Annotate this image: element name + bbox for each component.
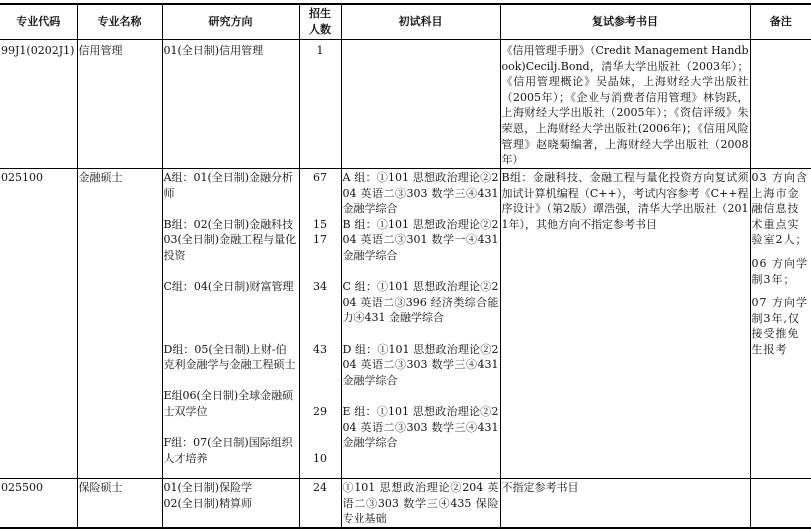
- direction-01: 01(全日制)保险学: [163, 481, 253, 494]
- header-enrollment-line1: 招生: [309, 7, 331, 20]
- header-name: 专业名称: [77, 4, 162, 40]
- major-name: 金融硕士: [77, 169, 162, 479]
- retest-books: B组：金融科技、金融工程与量化投资方向复试须加试计算机编程（C++），考试内容参考《C++程序设计》（第2版）谭浩强，清华大学出版社（2011年），其他方向不指定参考书目: [500, 169, 750, 479]
- header-enrollment: [299, 4, 341, 40]
- direction-c: C组：04(全日制)财富管理: [163, 280, 294, 294]
- enrollment-count: 1: [299, 40, 341, 169]
- exam-a: A 组：①101 思想政治理论②204 英语二③303 数学三④431金融学综合: [342, 171, 499, 216]
- note-07: 07 方向学制3年,仅接受推免生报考: [751, 296, 808, 356]
- notes: [750, 169, 811, 479]
- note-06: 06 方向学制3年；: [751, 256, 808, 286]
- header-notes: 备注: [750, 4, 811, 40]
- exam-d: D 组：①101 思想政治理论②204 英语二③303 数学三④431金融学综合: [342, 342, 499, 387]
- header-direction: 研究方向: [162, 4, 299, 40]
- major-code: 025500: [0, 479, 77, 528]
- direction-b-02: B组：02(全日制)金融科技: [163, 217, 294, 231]
- major-name: 信用管理: [77, 40, 162, 169]
- exam-b: B 组：①101 思想政治理论②204 英语二③301 数学一④431金融学综合: [342, 217, 499, 262]
- count-e: 29: [313, 404, 327, 418]
- admissions-table: [0, 3, 811, 529]
- exam-subjects: [341, 169, 500, 479]
- enrollment-counts: [299, 169, 341, 479]
- research-direction: 01(全日制)信用管理: [162, 40, 299, 169]
- count-b-03: 17: [313, 233, 327, 247]
- header-exam: 初试科目: [341, 4, 500, 40]
- research-directions: [162, 479, 299, 528]
- count-d: 43: [313, 342, 327, 356]
- retest-books: 《信用管理手册》（Credit Management Handbook)Cecilj.Bond，清华大学出版社（2003年）；《信用管理概论》吴晶妹，上海财经大学出版社（2005年）；《企业与消费者信用管理》林钧跃，上海财经大学出版社（2005年）；《资信评级》朱荣恩，上海财经大学出版社(2006年)；《信用风险管理》赵晓菊编著，上海财经大学出版社（2008年）: [500, 40, 750, 169]
- header-retest-books: 复试参考书目: [500, 4, 750, 40]
- count-a: 67: [313, 171, 327, 184]
- count-c: 34: [313, 280, 327, 294]
- exam-subjects: ①101 思想政治理论②204 英语二③303 数学三④435 保险专业基础: [341, 479, 500, 528]
- direction-b-03: 03(全日制)金融工程与量化投资: [163, 233, 297, 262]
- notes: [750, 479, 811, 528]
- direction-a: A组：01(全日制)金融分析师: [163, 171, 294, 200]
- exam-e: E 组：①101 思想政治理论②204 英语二③303 数学三④431金融学综合: [342, 404, 499, 450]
- direction-d: D组：05(全日制)上财-伯克利金融学与金融工程硕士: [163, 342, 296, 372]
- note-03: 03 方向含上海市金融信息技术重点实验室2人；: [751, 171, 808, 247]
- enrollment-count: 24: [299, 479, 341, 528]
- header-code: 专业代码: [0, 4, 77, 40]
- header-enrollment-line2: 人数: [309, 23, 331, 36]
- header-row: [0, 4, 811, 40]
- direction-f: F组：07(全日制)国际组织人才培养: [163, 436, 293, 465]
- exam-subjects: [341, 40, 500, 169]
- research-directions: [162, 169, 299, 479]
- major-code: 99J1(0202J1): [0, 40, 77, 169]
- table-row: [0, 40, 811, 169]
- table-row: [0, 169, 811, 479]
- major-code: 025100: [0, 169, 77, 479]
- major-name: 保险硕士: [77, 479, 162, 528]
- count-f: 10: [313, 451, 327, 465]
- count-b-02: 15: [313, 217, 327, 231]
- retest-books: 不指定参考书目: [500, 479, 750, 528]
- direction-e: E组06(全日制)全球金融硕士双学位: [163, 389, 294, 418]
- direction-02: 02(全日制)精算师: [163, 496, 253, 510]
- table-row: [0, 479, 811, 528]
- exam-c: C 组：①101 思想政治理论②204 英语二③396 经济类综合能力④431 金融学综合: [342, 280, 499, 325]
- notes: [750, 40, 811, 169]
